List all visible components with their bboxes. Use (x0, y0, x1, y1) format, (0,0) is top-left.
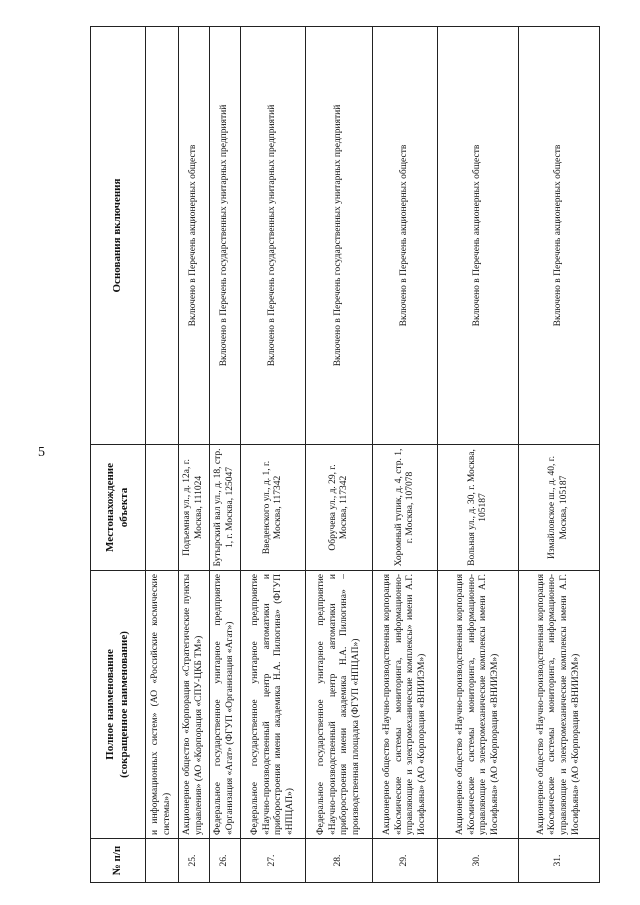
cell-location: Вольная ул., д. 30, г. Москва, 105187 (438, 445, 519, 571)
cell-number: 29. (372, 839, 437, 883)
page-number: 5 (38, 445, 45, 460)
cell-number: 27. (241, 839, 306, 883)
cell-basis: Включено в Перечень акционерных обществ (372, 27, 437, 445)
table-row (372, 27, 437, 883)
header-number: № п/п (91, 839, 146, 883)
cell-name: Акционерное общество «Корпорация «Стратегические пункты управления» (АО «Корпорация «СПУ-ЦКБ ТМ») (178, 571, 209, 839)
header-name-line2: (сокращенное наименование) (117, 631, 130, 778)
cell-basis: Включено в Перечень государственных унитарных предприятий (241, 27, 306, 445)
cell-number: 30. (438, 839, 519, 883)
cell-location (145, 445, 178, 571)
cell-basis: Включено в Перечень акционерных обществ (438, 27, 519, 445)
cell-name: и информационных систем» (АО «Российские космические системы») (145, 571, 178, 839)
cell-name: Федеральное государственное унитарное предприятие «Научно-производственный центр автоматики и приборостроения имени академика Н.А. Пилюгина» (ФГУП «НПЦАП») (241, 571, 306, 839)
cell-location: Подъемная ул., д. 12а, г. Москва, 111024 (178, 445, 209, 571)
cell-location: Бутырский вал ул., д. 18, стр. 1, г. Москва, 125047 (210, 445, 241, 571)
cell-name: Акционерное общество «Научно-производственная корпорация «Космические системы мониторинга, информационно-управляющие и электромеханические комплексы имени А.Г. Иосифьяна» (АО «Корпорация «ВНИИЭМ») (519, 571, 600, 839)
cell-name: Акционерное общество «Научно-производственная корпорация «Космические системы мониторинга, информационно-управляющие и электромеханические комплексы» имени А.Г. Иосифьяна» (АО «Корпорация «ВНИИЭМ») (372, 571, 437, 839)
header-name (91, 571, 146, 839)
header-location: Местонахождение объекта (91, 445, 146, 571)
cell-location: Введенского ул., д. 1, г. Москва, 117342 (241, 445, 306, 571)
header-basis: Основания включения (91, 27, 146, 445)
table-row-continuation (145, 27, 178, 883)
table-header-row (91, 27, 146, 883)
table-row (241, 27, 306, 883)
cell-number: 31. (519, 839, 600, 883)
cell-number (145, 839, 178, 883)
table-row (306, 27, 373, 883)
cell-location: Хоромный тупик, д. 4, стр. 1, г. Москва, 107078 (372, 445, 437, 571)
cell-location: Измайловское ш., д. 40, г. Москва, 105187 (519, 445, 600, 571)
cell-number: 25. (178, 839, 209, 883)
rotated-table-container (90, 27, 600, 883)
cell-basis: Включено в Перечень акционерных обществ (519, 27, 600, 445)
cell-name: Федеральное государственное унитарное предприятие «Организация «Агат» (ФГУП «Организация «Агат») (210, 571, 241, 839)
header-name-line1: Полное наименование (104, 649, 117, 760)
cell-number: 26. (210, 839, 241, 883)
cell-location: Обручева ул., д. 29, г. Москва, 117342 (306, 445, 373, 571)
table-row (178, 27, 209, 883)
table-row (519, 27, 600, 883)
cell-basis: Включено в Перечень акционерных обществ (178, 27, 209, 445)
cell-name: Акционерное общество «Научно-производственная корпорация «Космические системы мониторинга, информационно-управляющие и электромеханические комплексы имени А.Г. Иосифьяна» (АО «Корпорация «ВНИИЭМ») (438, 571, 519, 839)
table-row (210, 27, 241, 883)
table-row (438, 27, 519, 883)
cell-name: Федеральное государственное унитарное предприятие «Научно-производственный центр автоматики и приборостроения имени академика Н.А. Пилюгина» – производственная площадка (ФГУП «НПЦАП») (306, 571, 373, 839)
objects-table (90, 26, 600, 883)
cell-number: 28. (306, 839, 373, 883)
cell-basis: Включено в Перечень государственных унитарных предприятий (306, 27, 373, 445)
cell-basis (145, 27, 178, 445)
cell-basis: Включено в Перечень государственных унитарных предприятий (210, 27, 241, 445)
